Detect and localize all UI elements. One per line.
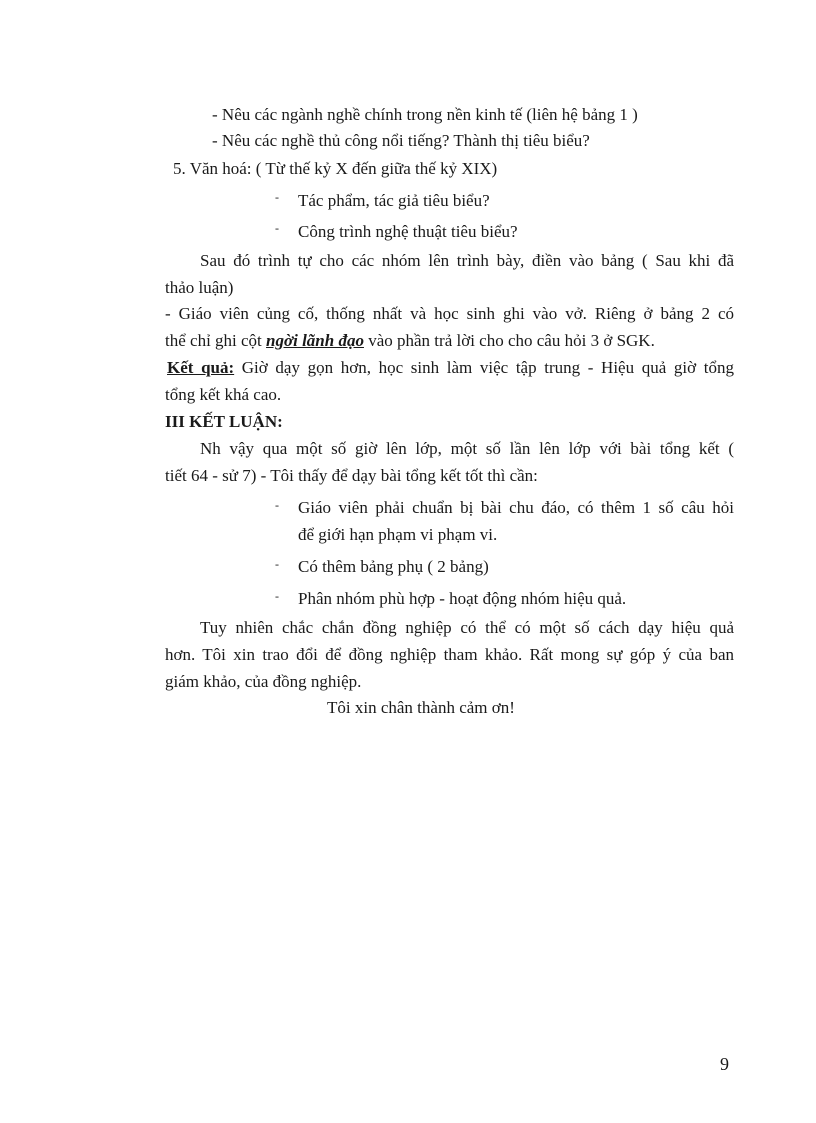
- emphasis-ngoi-lanh-dao: ngời lãnh đạo: [266, 331, 364, 350]
- list-item: Giáo viên phải chuẩn bị bài chu đáo, có thêm 1 số câu hỏi: [298, 498, 734, 517]
- result-label: Kết quả:: [167, 358, 235, 377]
- list-item: Phân nhóm phù hợp - hoạt động nhóm hiệu quả.: [298, 589, 627, 608]
- section-3-heading: III KẾT LUẬN:: [165, 412, 283, 431]
- list-item: Tác phẩm, tác giả tiêu biểu?: [298, 191, 490, 210]
- bullet-dash: -: [275, 221, 279, 235]
- text-span: Giờ dạy gọn hơn, học sinh làm việc tập trung - Hiệu quả giờ tổng: [234, 358, 734, 377]
- result-line: tổng kết khá cao.: [165, 385, 282, 404]
- paragraph-line: Nh vậy qua một số giờ lên lớp, một số lần lên lớp với bài tổng kết (: [200, 439, 734, 458]
- list-item: Có thêm bảng phụ ( 2 bảng): [298, 557, 489, 576]
- result-line: [167, 357, 734, 379]
- text-line: - Nêu các ngành nghề chính trong nền kinh tế (liên hệ bảng 1 ): [212, 105, 638, 124]
- list-item: Công trình nghệ thuật tiêu biểu?: [298, 222, 518, 241]
- bullet-dash: -: [275, 589, 279, 603]
- paragraph-line: [165, 330, 655, 352]
- paragraph-line: tiết 64 - sử 7) - Tôi thấy để dạy bài tổng kết tốt thì cần:: [165, 466, 538, 485]
- text-span: vào phần trả lời cho cho câu hỏi 3 ở SGK.: [363, 331, 655, 350]
- paragraph-line: Tuy nhiên chắc chắn đồng nghiệp có thể có một số cách dạy hiệu quả: [200, 618, 734, 637]
- page-number: 9: [720, 1054, 729, 1074]
- paragraph-line: Sau đó trình tự cho các nhóm lên trình bày, điền vào bảng ( Sau khi đã: [200, 251, 734, 270]
- closing-thanks: Tôi xin chân thành cảm ơn!: [327, 698, 515, 717]
- section-5-heading: 5. Văn hoá: ( Từ thế kỷ X đến giữa thế kỷ XIX): [173, 159, 498, 178]
- paragraph-line: giám khảo, của đồng nghiệp.: [165, 672, 362, 691]
- bullet-dash: -: [275, 498, 279, 512]
- paragraph-line: hơn. Tôi xin trao đổi để đồng nghiệp tham khảo. Rất mong sự góp ý của ban: [165, 645, 734, 664]
- list-item-continuation: để giới hạn phạm vi phạm vi.: [298, 525, 498, 544]
- text-line: - Nêu các nghề thủ công nổi tiếng? Thành thị tiêu biểu?: [212, 131, 590, 150]
- bullet-dash: -: [275, 557, 279, 571]
- bullet-dash: -: [275, 190, 279, 204]
- paragraph-line: thảo luận): [165, 278, 234, 297]
- text-span: thể chỉ ghi cột: [165, 331, 267, 350]
- paragraph-line: - Giáo viên củng cố, thống nhất và học sinh ghi vào vở. Riêng ở bảng 2 có: [165, 304, 734, 323]
